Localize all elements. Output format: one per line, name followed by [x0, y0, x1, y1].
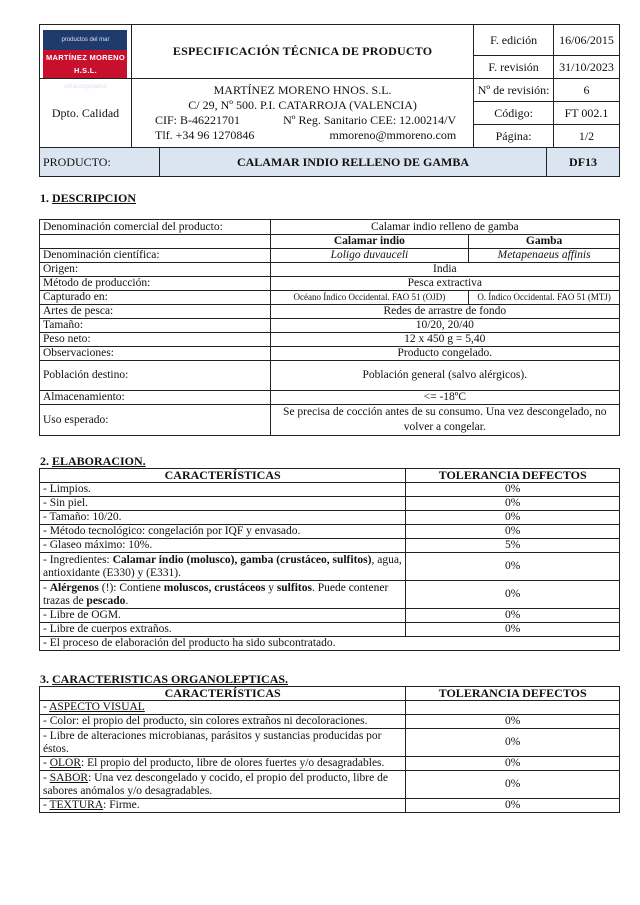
artes-value: Redes de arrastre de fondo	[270, 305, 619, 319]
company-info	[131, 79, 473, 148]
capturado-label: Capturado en:	[40, 291, 271, 305]
origen-label: Origen:	[40, 263, 271, 277]
company-reg: Nº Reg. Sanitario CEE: 12.00214/V	[283, 113, 457, 127]
tamano-value: 10/20, 20/40	[270, 319, 619, 333]
s2-col-tolerancia: TOLERANCIA DEFECTOS	[406, 469, 620, 483]
codigo-label: Código:	[474, 102, 554, 125]
metodo-value: Pesca extractiva	[270, 277, 619, 291]
logo-cell	[40, 25, 132, 90]
denom-label: Denominación comercial del producto:	[40, 220, 271, 235]
revision-value: 6	[554, 79, 620, 102]
col-calamar: Calamar indio	[270, 235, 469, 249]
almacenamiento-label: Almacenamiento:	[40, 391, 271, 405]
artes-label: Artes de pesca:	[40, 305, 271, 319]
product-name: CALAMAR INDIO RELLENO DE GAMBA	[159, 148, 546, 177]
tamano-label: Tamaño:	[40, 319, 271, 333]
department: Dpto. Calidad	[40, 79, 132, 148]
table-row: - SABOR: Una vez descongelado y cocido, el propio del producto, libre de sabores anómalos y/o desagradables. 0%	[40, 771, 620, 799]
cient-gamba: Metapenaeus affinis	[469, 249, 620, 263]
description-table	[39, 219, 620, 436]
document-title: ESPECIFICACIÓN TÉCNICA DE PRODUCTO	[131, 25, 473, 79]
product-code: DF13	[547, 148, 620, 177]
pagina-label: Página:	[474, 125, 554, 148]
capturado-calamar: Océano Índico Occidental. FAO 51 (OJD)	[270, 291, 469, 305]
observaciones-value: Producto congelado.	[270, 347, 619, 361]
table-row: - ASPECTO VISUAL	[40, 701, 620, 715]
col-gamba: Gamba	[469, 235, 620, 249]
s2-col-caracteristicas: CARACTERÍSTICAS	[40, 469, 406, 483]
ingredientes: - Ingredientes: Calamar indio (molusco), gamba (crustáceo, sulfitos), agua, antioxidante (E330) y (E331).	[40, 553, 406, 581]
metodo-label: Método de producción:	[40, 277, 271, 291]
codigo-value: FT 002.1	[554, 102, 620, 125]
peso-value: 12 x 450 g = 5,40	[270, 333, 619, 347]
table-row: - TEXTURA: Firme. 0%	[40, 799, 620, 813]
peso-label: Peso neto:	[40, 333, 271, 347]
denom-value: Calamar indio relleno de gamba	[270, 220, 619, 235]
section-3-heading: 3. CARACTERISTICAS ORGANOLEPTICAS.	[40, 672, 289, 686]
alergenos: - Alérgenos (!): Contiene moluscos, crustáceos y sulfitos. Puede contener trazas de pescado.	[40, 581, 406, 609]
table-row: - Glaseo máximo: 10%. 5%	[40, 539, 620, 553]
fecha-edicion-value: 16/06/2015	[554, 25, 620, 56]
cient-calamar: Loligo duvauceli	[270, 249, 469, 263]
table-row: - Limpios. 0%	[40, 483, 620, 497]
company-phone: Tlf. +34 96 1270846	[154, 128, 255, 142]
capturado-gamba: O. Índico Occidental. FAO 51 (MTJ)	[469, 291, 620, 305]
almacenamiento-value: <= -18ºC	[270, 391, 619, 405]
product-bar	[39, 147, 620, 177]
table-row: - OLOR: El propio del producto, libre de olores fuertes y/o desagradables. 0%	[40, 757, 620, 771]
poblacion-label: Población destino:	[40, 361, 271, 391]
table-row: - Sin piel. 0%	[40, 497, 620, 511]
table-row: - Libre de OGM. 0%	[40, 609, 620, 623]
company-cif: CIF: B-46221701	[154, 113, 240, 127]
section-2-heading: 2. ELABORACION.	[40, 454, 146, 468]
table-row: - Alérgenos (!): Contiene moluscos, crustáceos y sulfitos. Puede contener trazas de pescado. 0%	[40, 581, 620, 609]
revision-label: Nº de revisión:	[474, 79, 554, 102]
table-row: - Color: el propio del producto, sin colores extraños ni decoloraciones. 0%	[40, 715, 620, 729]
elaboracion-table	[39, 468, 620, 651]
origen-value: India	[270, 263, 619, 277]
observaciones-label: Observaciones:	[40, 347, 271, 361]
fecha-revision-value: 31/10/2023	[554, 56, 620, 79]
organolepticas-table	[39, 686, 620, 813]
company-logo: productos del mar MARTÍNEZ MORENO H.S.L. ultracongelados	[43, 30, 127, 74]
product-label: PRODUCTO:	[40, 148, 160, 177]
table-row: - Libre de cuerpos extraños. 0%	[40, 623, 620, 637]
company-name: MARTÍNEZ MORENO HNOS. S.L.	[213, 83, 392, 97]
table-row: - Libre de alteraciones microbianas, parásitos y sustancias producidas por éstos. 0%	[40, 729, 620, 757]
section-1-heading: 1. DESCRIPCION	[40, 191, 137, 205]
s3-col-caracteristicas: CARACTERÍSTICAS	[40, 687, 406, 701]
table-row: - Método tecnológico: congelación por IQF y envasado. 0%	[40, 525, 620, 539]
company-email: mmoreno@mmoreno.com	[329, 128, 457, 142]
fecha-revision-label: F. revisión	[474, 56, 554, 79]
pagina-value: 1/2	[554, 125, 620, 148]
uso-value: Se precisa de cocción antes de su consumo. Una vez descongelado, no volver a congelar.	[270, 405, 619, 436]
table-row: - Tamaño: 10/20. 0%	[40, 511, 620, 525]
cient-label: Denominación científica:	[40, 249, 271, 263]
s3-col-tolerancia: TOLERANCIA DEFECTOS	[406, 687, 620, 701]
table-row: - El proceso de elaboración del producto ha sido subcontratado.	[40, 637, 620, 651]
table-row: - Ingredientes: Calamar indio (molusco), gamba (crustáceo, sulfitos), agua, antioxidante (E330) y (E331). 0%	[40, 553, 620, 581]
company-address: C/ 29, Nº 500. P.I. CATARROJA (VALENCIA)	[188, 98, 417, 112]
header-table	[39, 24, 620, 148]
fecha-edicion-label: F. edición	[474, 25, 554, 56]
poblacion-value: Población general (salvo alérgicos).	[270, 361, 619, 391]
uso-label: Uso esperado:	[40, 405, 271, 436]
